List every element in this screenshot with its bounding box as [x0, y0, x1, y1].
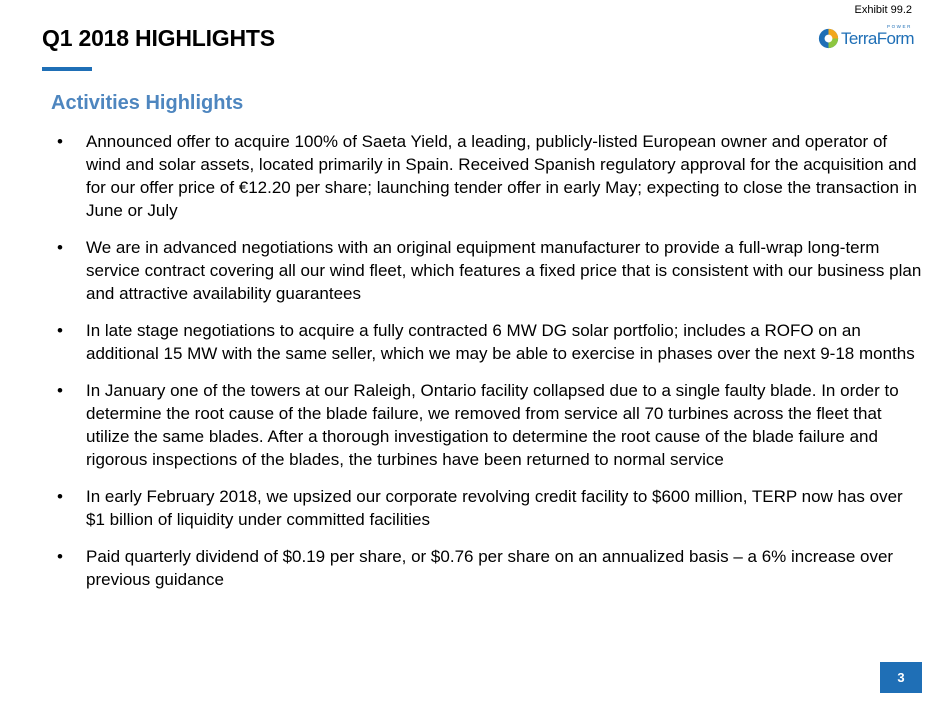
page-title: Q1 2018 HIGHLIGHTS	[42, 25, 275, 51]
exhibit-label: Exhibit 99.2	[854, 4, 912, 16]
section-heading: Activities Highlights	[51, 92, 244, 114]
highlights-list	[56, 130, 926, 605]
bullet-icon: •	[57, 238, 63, 257]
list-item-text: Announced offer to acquire 100% of Saeta Yield, a leading, publicly-listed European owner and operator of wind and solar assets, located primarily in Spain. Received Spanish regulatory approval for the acquisition and for our offer price of €12.20 per share; launching tender offer in early May; expecting to close the transaction in June or July	[86, 132, 917, 220]
list-item	[56, 236, 926, 305]
list-item	[56, 379, 926, 471]
list-item-text: In early February 2018, we upsized our corporate revolving credit facility to $600 million, TERP now has over $1 billion of liquidity under committed facilities	[86, 487, 903, 529]
list-item-text: We are in advanced negotiations with an original equipment manufacturer to provide a full-wrap long-term service contract covering all our wind fleet, which features a fixed price that is consistent with our business plan and attractive availability guarantees	[86, 238, 922, 303]
bullet-icon: •	[57, 321, 63, 340]
list-item-text: In January one of the towers at our Raleigh, Ontario facility collapsed due to a single faulty blade. In order to determine the root cause of the blade failure, we removed from service all 70 turbines across the fleet that utilize the same blades. After a thorough investigation to determine the root cause of the blade failure and rigorous inspections of the blades, the turbines have been returned to normal service	[86, 381, 899, 469]
terraform-globe-icon	[818, 28, 839, 49]
bullet-icon: •	[57, 132, 63, 151]
logo-subtext: POWER	[886, 23, 912, 29]
list-item	[56, 130, 926, 222]
list-item-text: Paid quarterly dividend of $0.19 per share, or $0.76 per share on an annualized basis – a 6% increase over previous guidance	[86, 547, 894, 589]
list-item	[56, 485, 926, 531]
title-underline	[42, 67, 92, 71]
bullet-icon: •	[57, 381, 63, 400]
list-item-text: In late stage negotiations to acquire a fully contracted 6 MW DG solar portfolio; includes a ROFO on an additional 15 MW with the same seller, which we may be able to exercise in phases over the next 9-18 months	[86, 321, 915, 363]
bullet-icon: •	[57, 487, 63, 506]
logo-wordmark: TerraForm	[841, 28, 914, 48]
list-item	[56, 545, 926, 591]
page-number: 3	[880, 662, 922, 693]
list-item	[56, 319, 926, 365]
terraform-logo	[818, 23, 914, 49]
bullet-icon: •	[57, 547, 63, 566]
